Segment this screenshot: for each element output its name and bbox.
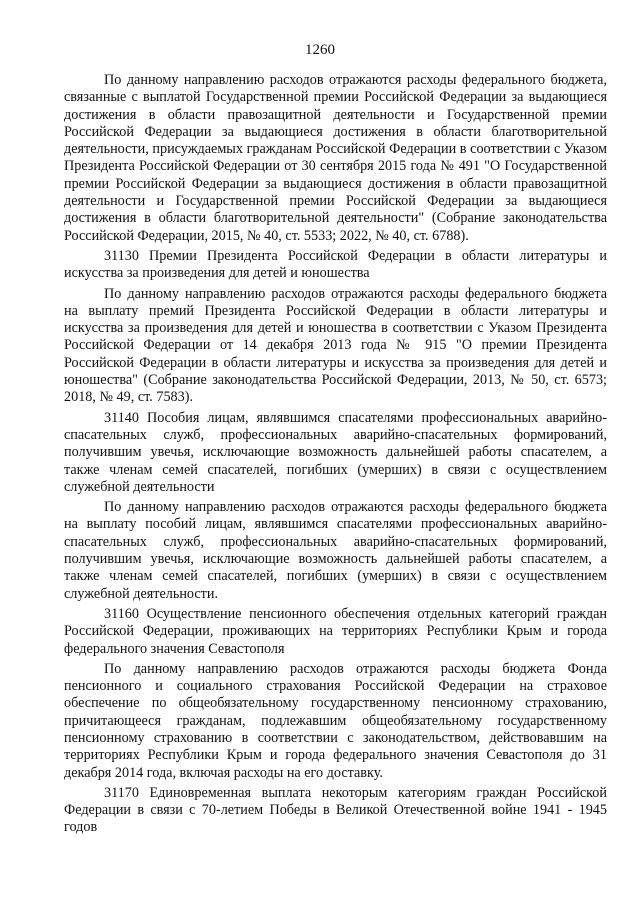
heading-31170: 31170 Единовременная выплата некоторым категориям граждан Российской Федерации в связи с 70-летием Победы в Великой Отечественной войне 1941 - 1945 годов <box>64 784 607 836</box>
document-body <box>64 72 607 837</box>
heading-31140: 31140 Пособия лицам, являвшимся спасателями профессиональных аварийно-спасательных служб, профессиональных аварийно-спасательных формирований, получившим увечья, исключающие возможность дальнейшей работы спасателем, а также членам семей спасателей, погибших (умерших) в связи с осуществлением служебной деятельности <box>64 409 607 495</box>
page-number: 1260 <box>305 42 335 58</box>
paragraph-31130: По данному направлению расходов отражаются расходы федерального бюджета на выплату премий Президента Российской Федерации в области литературы и искусства за произведения для детей и юношества в соответствии с Указом Президента Российской Федерации от 14 декабря 2013 года № 915 "О премии Президента Российской Федерации в области литературы и искусства за произведения для детей и юношества" (Собрание законодательства Российской Федерации, 2013, № 50, ст. 6573; 2018, № 49, ст. 7583). <box>64 285 607 406</box>
paragraph-award-human-rights: По данному направлению расходов отражаются расходы федерального бюджета, связанные с выплатой Государственной премии Российской Федерации за выдающиеся достижения в области правозащитной деятельности и Государственной премии Российской Федерации за выдающиеся достижения в области благотворительной деятельности, присуждаемых гражданам Российской Федерации в соответствии с Указом Президента Российской Федерации от 30 сентября 2015 года № 491 "О Государственной премии Российской Федерации за выдающиеся достижения в области правозащитной деятельности и Государственной премии Российской Федерации за выдающиеся достижения в области благотворительной деятельности" (Собрание законодательства Российской Федерации, 2015, № 40, ст. 5533; 2022, № 40, ст. 6788). <box>64 72 607 244</box>
paragraph-31140: По данному направлению расходов отражаются расходы федерального бюджета на выплату пособий лицам, являвшимся спасателями профессиональных аварийно-спасательных служб, профессиональных аварийно-спасательных формирований, получившим увечья, исключающие возможность дальнейшей работы спасателем, а также членам семей спасателей, погибших (умерших) в связи с осуществлением служебной деятельности. <box>64 499 607 602</box>
heading-31130: 31130 Премии Президента Российской Федерации в области литературы и искусства за произведения для детей и юношества <box>64 247 607 282</box>
paragraph-31160: По данному направлению расходов отражаются расходы бюджета Фонда пенсионного и социального страхования Российской Федерации на страховое обеспечение по общеобязательному государственному пенсионному страхованию, причитающееся гражданам, подлежавшим общеобязательному государственному пенсионному страхованию в соответствии с законодательством, действовавшим на территориях Республики Крым и города федерального значения Севастополя до 31 декабря 2014 года, включая расходы на его доставку. <box>64 660 607 781</box>
heading-31160: 31160 Осуществление пенсионного обеспечения отдельных категорий граждан Российской Федерации, проживающих на территориях Республики Крым и города федерального значения Севастополя <box>64 605 607 657</box>
